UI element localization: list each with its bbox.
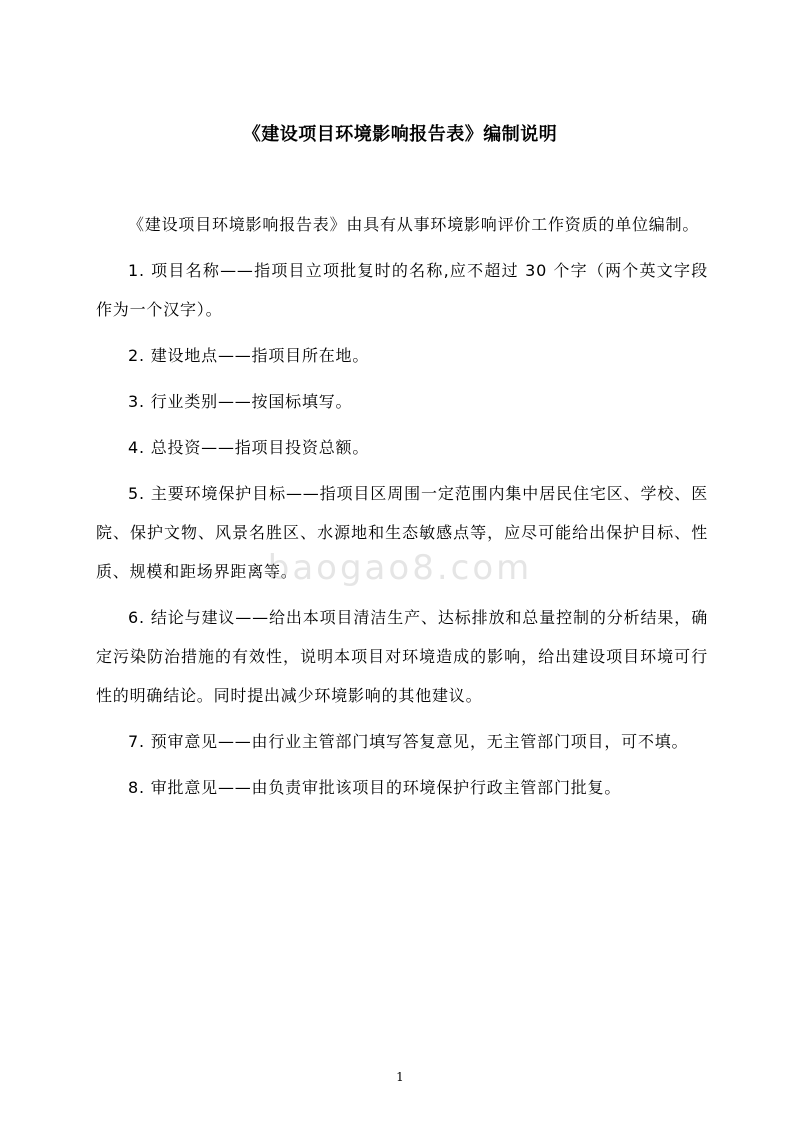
item-conclusions: 6. 结论与建议——给出本项目清洁生产、达标排放和总量控制的分析结果，确定污染防治措施的有效性，说明本项目对环境造成的影响，给出建设项目环境可行性的明确结论。同时提出减少环境影响的其他建议。 — [96, 608, 708, 705]
item-project-name: 1. 项目名称——指项目立项批复时的名称,应不超过 30 个字（两个英文字段作为一个汉字）。 — [96, 261, 708, 319]
item-construction-site: 2. 建设地点——指项目所在地。 — [128, 346, 370, 365]
document-body — [96, 205, 708, 814]
item-approval: 8. 审批意见——由负责审批该项目的环境保护行政主管部门批复。 — [128, 778, 622, 797]
item-pre-review: 7. 预审意见——由行业主管部门填写答复意见，无主管部门项目，可不填。 — [128, 732, 689, 751]
intro-paragraph: 《建设项目环境影响报告表》由具有从事环境影响评价工作资质的单位编制。 — [128, 215, 700, 234]
page-number: 1 — [396, 1070, 404, 1084]
item-total-investment: 4. 总投资——指项目投资总额。 — [128, 438, 370, 457]
watermark: baogao8.com — [267, 548, 533, 588]
item-industry-category: 3. 行业类别——按国标填写。 — [128, 392, 353, 411]
page-title: 《建设项目环境影响报告表》编制说明 — [242, 124, 558, 145]
item-protection-targets: 5. 主要环境保护目标——指项目区周围一定范围内集中居民住宅区、学校、医院、保护文物、风景名胜区、水源地和生态敏感点等，应尽可能给出保护目标、性质、规模和距场界距离等。 — [96, 484, 708, 581]
